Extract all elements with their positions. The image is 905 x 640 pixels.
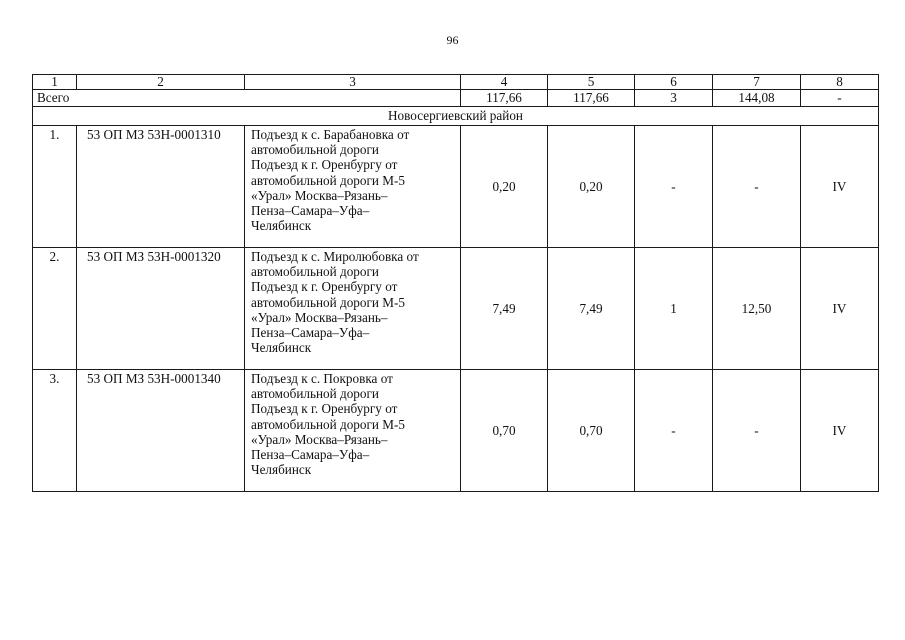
road-id: 53 ОП МЗ 53Н-0001310 (77, 126, 245, 248)
road-name: Подъезд к с. Барабановка от автомобильной дороги Подъезд к г. Оренбургу от автомобильной дороги М-5 «Урал» Москва–Рязань– Пенза–Самара–Уфа– Челябинск (245, 126, 461, 248)
total-col5: 117,66 (548, 90, 635, 107)
column-number-row (33, 75, 879, 90)
header-cell: 1 (33, 75, 77, 90)
road-name: Подъезд к с. Покровка от автомобильной дороги Подъезд к г. Оренбургу от автомобильной дороги М-5 «Урал» Москва–Рязань– Пенза–Самара–Уфа– Челябинск (245, 370, 461, 492)
header-cell: 2 (77, 75, 245, 90)
total-col8: - (801, 90, 879, 107)
row-col6: 1 (635, 248, 713, 370)
row-number: 1. (33, 126, 77, 248)
header-cell: 3 (245, 75, 461, 90)
row-col5: 0,20 (548, 126, 635, 248)
page-number: 96 (446, 33, 459, 47)
header-cell: 7 (713, 75, 801, 90)
row-col4: 0,70 (461, 370, 548, 492)
roads-table (32, 74, 879, 492)
header-cell: 6 (635, 75, 713, 90)
row-col7: - (713, 126, 801, 248)
road-id: 53 ОП МЗ 53Н-0001320 (77, 248, 245, 370)
total-col4: 117,66 (461, 90, 548, 107)
row-col8: IV (801, 126, 879, 248)
table-row (33, 126, 879, 248)
table-row (33, 248, 879, 370)
row-col5: 7,49 (548, 248, 635, 370)
row-col6: - (635, 126, 713, 248)
row-number: 2. (33, 248, 77, 370)
row-col8: IV (801, 370, 879, 492)
row-number: 3. (33, 370, 77, 492)
header-cell: 8 (801, 75, 879, 90)
header-cell: 4 (461, 75, 548, 90)
row-col8: IV (801, 248, 879, 370)
row-col5: 0,70 (548, 370, 635, 492)
district-row (33, 107, 879, 126)
header-cell: 5 (548, 75, 635, 90)
row-col4: 0,20 (461, 126, 548, 248)
row-col7: - (713, 370, 801, 492)
road-id: 53 ОП МЗ 53Н-0001340 (77, 370, 245, 492)
total-col6: 3 (635, 90, 713, 107)
row-col7: 12,50 (713, 248, 801, 370)
row-col4: 7,49 (461, 248, 548, 370)
table-row (33, 370, 879, 492)
total-label: Всего (33, 90, 461, 107)
road-name: Подъезд к с. Миролюбовка от автомобильной дороги Подъезд к г. Оренбургу от автомобильной дороги М-5 «Урал» Москва–Рязань– Пенза–Самара–Уфа– Челябинск (245, 248, 461, 370)
district-name: Новосергиевский район (33, 107, 879, 126)
row-col6: - (635, 370, 713, 492)
total-row (33, 90, 879, 107)
total-col7: 144,08 (713, 90, 801, 107)
